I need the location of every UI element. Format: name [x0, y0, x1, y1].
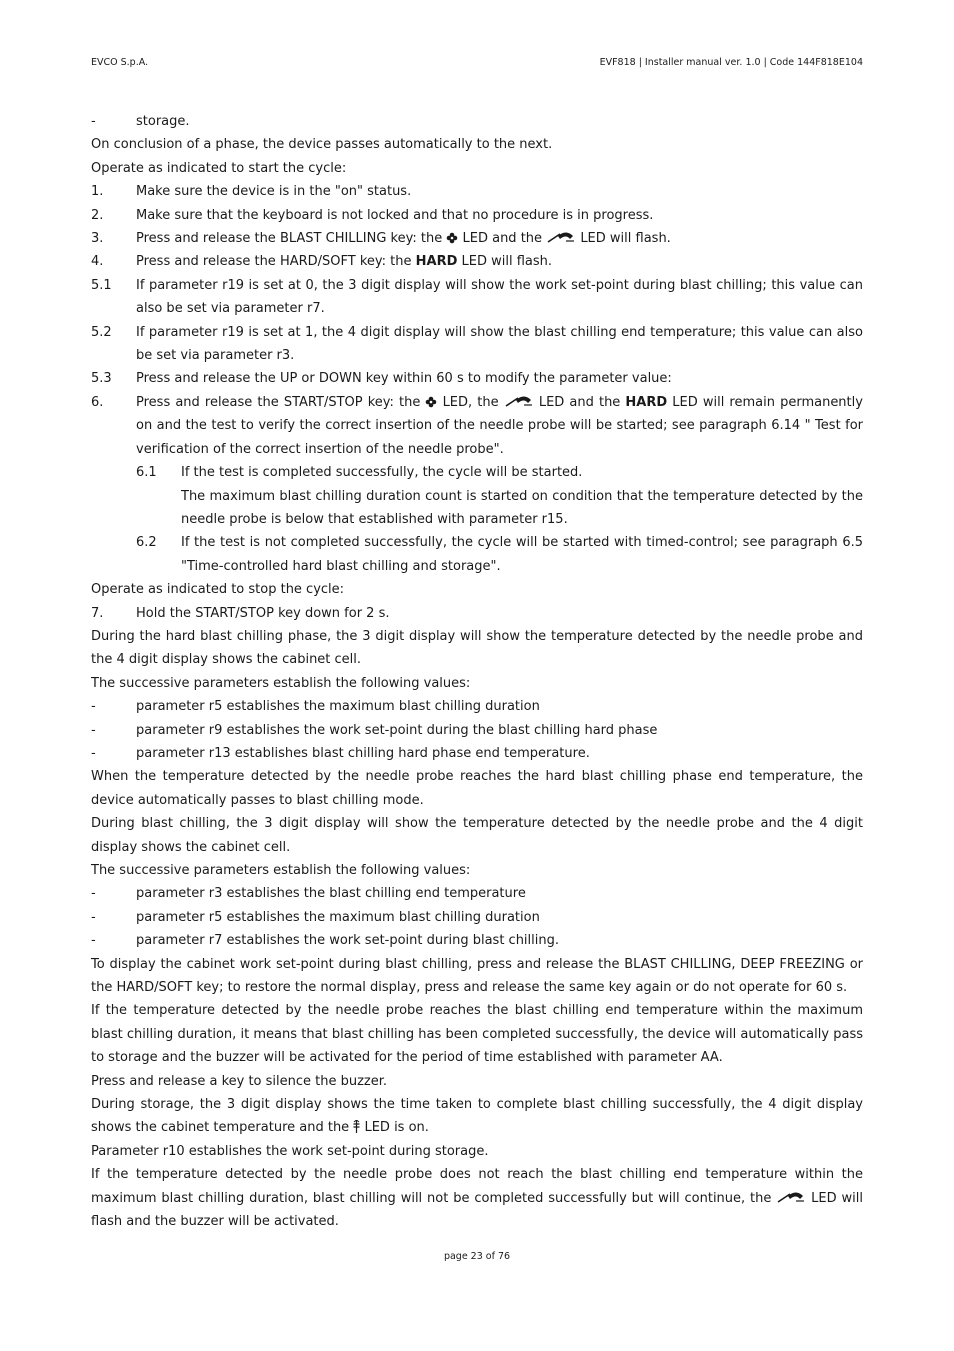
step-number: 2.: [91, 207, 104, 223]
list-item: [91, 695, 863, 718]
hard-led-label: HARD: [415, 254, 458, 270]
step-text: [136, 227, 863, 250]
list-item: [91, 742, 863, 765]
step-6-1: [91, 461, 863, 484]
step-7: [91, 602, 863, 625]
list-text: parameter r3 establishes the blast chilling end temperature: [136, 886, 526, 902]
step-number: 6.1: [136, 465, 157, 481]
paragraph-part: LED is on.: [364, 1120, 429, 1136]
paragraph: Press and release a key to silence the buzzer.: [91, 1073, 388, 1089]
paragraph: Operate as indicated to start the cycle:: [91, 160, 347, 176]
step-2: [91, 204, 863, 227]
step-number: 6.2: [136, 535, 157, 551]
paragraph-part: LED will flash and the buzzer will be activated.: [91, 1190, 863, 1230]
step-text: Hold the START/STOP key down for 2 s.: [136, 605, 390, 621]
list-item: [91, 929, 863, 952]
paragraph: On conclusion of a phase, the device passes automatically to the next.: [91, 137, 553, 153]
storage-arrow-icon: [353, 1120, 360, 1133]
step-6: [91, 391, 863, 461]
paragraph: Parameter r10 establishes the work set-point during storage.: [91, 1143, 489, 1159]
header-document-code: EVF818 | Installer manual ver. 1.0 | Code 144F818E104: [599, 57, 863, 68]
needle-probe-icon: [776, 1190, 806, 1204]
step-text: If the test is completed successfully, the cycle will be started.: [181, 465, 583, 481]
step-text-part: Press and release the HARD/SOFT key: the: [136, 254, 412, 270]
step-number: 5.1: [91, 277, 112, 293]
step-text: [136, 391, 863, 461]
snowflake-flower-icon: [446, 232, 458, 244]
step-text-part: LED will remain permanently on and the test to verify the correct insertion of the needle probe will be started; see paragraph 6.14 " Test for verification of the correct insertion of the needle probe".: [136, 394, 863, 457]
step-text: Make sure that the keyboard is not locked and that no procedure is in progress.: [136, 207, 654, 223]
snowflake-flower-icon: [425, 396, 437, 408]
step-text-part: LED and the: [538, 394, 621, 410]
paragraph: Operate as indicated to stop the cycle:: [91, 582, 345, 598]
paragraph: During blast chilling, the 3 digit display will show the temperature detected by the needle probe and the 4 digit display shows the cabinet cell.: [91, 816, 863, 855]
step-number: 6.: [91, 394, 104, 410]
needle-probe-icon: [504, 394, 534, 408]
paragraph: During the hard blast chilling phase, the 3 digit display will show the temperature detected by the needle probe and the 4 digit display shows the cabinet cell.: [91, 628, 863, 668]
list-text: parameter r5 establishes the maximum blast chilling duration: [136, 699, 540, 715]
list-text: parameter r9 establishes the work set-point during the blast chilling hard phase: [136, 722, 658, 738]
step-6-2: [91, 531, 863, 578]
list-marker: -: [91, 722, 96, 738]
paragraph: The successive parameters establish the following values:: [91, 863, 471, 878]
list-text: storage.: [136, 114, 190, 129]
step-6-1-continuation: The maximum blast chilling duration count is started on condition that the temperature detected by the needle probe is below that established with parameter r15.: [181, 488, 863, 527]
list-item: [91, 719, 863, 742]
step-text: If the test is not completed successfully, the cycle will be started with timed-control; see paragraph 6.5 "Time-controlled hard blast chilling and storage".: [181, 535, 863, 574]
paragraph: The successive parameters establish the following values:: [91, 675, 471, 691]
step-5-1: [91, 274, 863, 321]
step-number: 1.: [91, 184, 104, 200]
step-text-part: LED will flash.: [461, 254, 553, 270]
step-number: 5.3: [91, 371, 112, 387]
hard-led-label: HARD: [625, 394, 668, 410]
step-number: 5.2: [91, 324, 112, 340]
step-5-2: [91, 321, 863, 368]
paragraph: If the temperature detected by the needle probe reaches the blast chilling end temperature within the maximum blast chilling duration, it means that blast chilling has been completed successfully, the device will automatically pass to storage and the buzzer will be activated for the period of time established with parameter AA.: [91, 1003, 863, 1066]
list-marker: -: [91, 114, 96, 129]
step-text-part: LED will flash.: [580, 231, 671, 247]
paragraph-part: During storage, the 3 digit display shows the time taken to complete blast chilling successfully, the 4 digit display shows the cabinet temperature and the: [91, 1097, 863, 1136]
step-text-part: LED and the: [462, 231, 543, 247]
step-text: Make sure the device is in the "on" status.: [136, 184, 412, 200]
list-text: parameter r7 establishes the work set-point during blast chilling.: [136, 933, 560, 949]
step-5-3: [91, 367, 863, 390]
list-item: [91, 906, 863, 929]
step-text: Press and release the UP or DOWN key within 60 s to modify the parameter value:: [136, 371, 672, 387]
step-text-part: Press and release the BLAST CHILLING key: the: [136, 231, 443, 247]
step-number: 3.: [91, 231, 104, 247]
step-text: If parameter r19 is set at 0, the 3 digit display will show the work set-point during blast chilling; this value can also be set via parameter r7.: [136, 277, 863, 317]
paragraph: [91, 1093, 863, 1140]
page-number: page 23 of 76: [443, 1251, 511, 1262]
list-marker: -: [91, 909, 96, 925]
paragraph-part: If the temperature detected by the needle probe does not reach the blast chilling end temperature within the maximum blast chilling duration, blast chilling will not be completed successfully but will continue, the: [91, 1167, 863, 1206]
list-item: [91, 110, 863, 133]
step-text-part: Press and release the START/STOP key: the: [136, 394, 421, 410]
paragraph: When the temperature detected by the needle probe reaches the hard blast chilling phase end temperature, the device automatically passes to blast chilling mode.: [91, 769, 863, 808]
page-body: [91, 110, 863, 1234]
list-item: [91, 882, 863, 905]
header-company: EVCO S.p.A.: [91, 57, 149, 68]
step-1: [91, 180, 863, 203]
step-number: 4.: [91, 254, 104, 270]
step-4: [91, 250, 863, 273]
list-text: parameter r13 establishes blast chilling hard phase end temperature.: [136, 745, 590, 761]
list-marker: -: [91, 745, 96, 761]
paragraph: [91, 1163, 863, 1233]
list-text: parameter r5 establishes the maximum blast chilling duration: [136, 909, 540, 925]
step-text-part: LED, the: [442, 394, 499, 410]
step-3: [91, 227, 863, 250]
paragraph: To display the cabinet work set-point during blast chilling, press and release the BLAST CHILLING, DEEP FREEZING or the HARD/SOFT key; to restore the normal display, press and release the same key again or do not operate for 60 s.: [91, 956, 863, 996]
needle-probe-icon: [546, 230, 576, 244]
list-marker: -: [91, 699, 96, 715]
step-text: If parameter r19 is set at 1, the 4 digit display will show the blast chilling end temperature; this value can also be set via parameter r3.: [136, 324, 863, 364]
step-text: [136, 250, 863, 273]
step-number: 7.: [91, 605, 104, 621]
list-marker: -: [91, 933, 96, 949]
list-marker: -: [91, 886, 96, 902]
